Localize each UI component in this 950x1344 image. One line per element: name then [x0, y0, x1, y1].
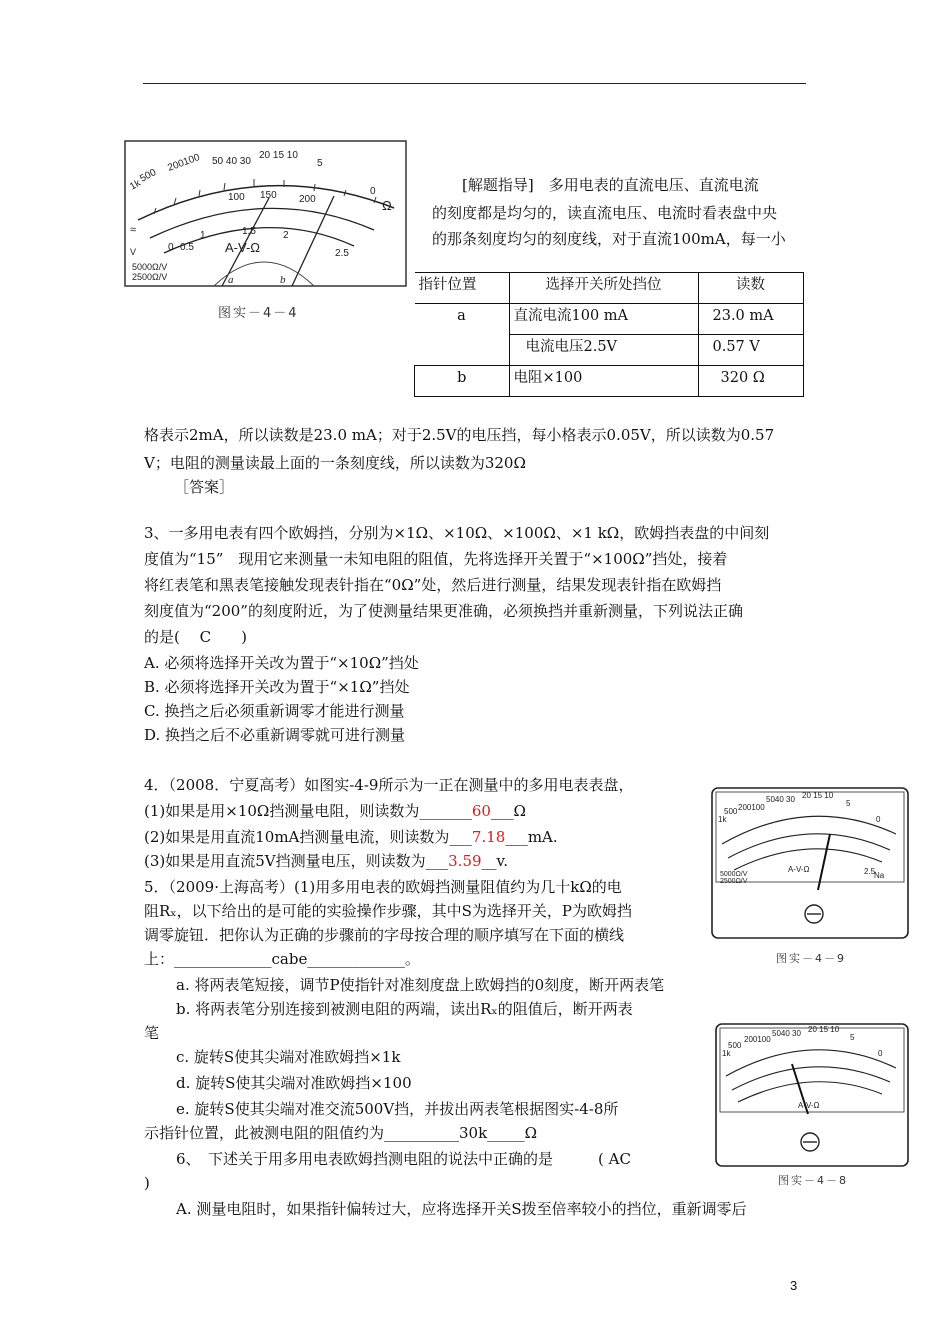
svg-text:5: 5 — [846, 799, 851, 808]
svg-text:5000Ω/V: 5000Ω/V — [720, 871, 748, 878]
q5-step-e: e. 旋转S使其尖端对准交流500V挡，并拔出两表笔根据图实-4-8所 — [176, 1100, 619, 1118]
svg-text:0.5: 0.5 — [180, 242, 194, 253]
q5-line-3: 调零旋钮．把你认为正确的步骤前的字母按合理的顺序填写在下面的横线 — [144, 926, 625, 944]
q5-line-4: 上：_____________cabe_____________。 — [144, 950, 420, 968]
table-row: a 直流电流100 mA 23.0 mA — [415, 304, 804, 335]
q3-option-d: D. 换挡之后不必重新调零就可进行测量 — [144, 726, 406, 744]
q5-line-1: 5．（2009·上海高考）(1)用多用电表的欧姆挡测量阻值约为几十kΩ的电 — [144, 878, 622, 896]
q4-answer-1: 60 — [471, 802, 491, 820]
svg-text:20 15 10: 20 15 10 — [259, 150, 298, 161]
svg-text:A-V-Ω: A-V-Ω — [798, 1101, 820, 1110]
para-line-2: V；电阻的测量读最上面的一条刻度线，所以读数为320Ω — [144, 454, 526, 472]
svg-text:0: 0 — [876, 815, 881, 824]
table-header-row: 指针位置 选择开关所处挡位 读数 — [415, 273, 804, 304]
q5-line-2: 阻Rₓ，以下给出的是可能的实验操作步骤，其中S为选择开关，P为欧姆挡 — [144, 902, 633, 920]
q6-line-1: 6、 下述关于用多用电表欧姆挡测电阻的说法中正确的是 ( AC — [176, 1150, 631, 1168]
svg-text:2.5: 2.5 — [335, 248, 349, 259]
q3-line-4: 刻度值为“200”的刻度附近，为了使测量结果更准确，必须换挡并重新测量，下列说法正确 — [144, 602, 743, 620]
svg-text:2500Ω/V: 2500Ω/V — [720, 878, 748, 885]
guide-line-2: 的刻度都是均匀的，读直流电压、电流时看表盘中央 — [432, 204, 778, 222]
meter-dial-figure-1 — [124, 138, 408, 290]
q4-answer-3: 3.59 — [448, 852, 482, 870]
svg-text:1k: 1k — [718, 815, 727, 824]
svg-text:0: 0 — [168, 242, 174, 253]
q5-step-c: c. 旋转S使其尖端对准欧姆挡×1k — [176, 1048, 401, 1066]
header-rule — [143, 83, 806, 84]
q5-step-b: b. 将两表笔分别连接到被测电阻的两端，读出Rₓ的阻值后，断开两表 — [176, 1000, 633, 1018]
q3-option-c: C. 换挡之后必须重新调零才能进行测量 — [144, 702, 405, 720]
q6-line-2: ) — [144, 1174, 150, 1192]
q3-line-2: 度值为“15” 现用它来测量一未知电阻的阻值，先将选择开关置于“×100Ω”挡处，接着 — [144, 550, 728, 568]
q4-sub-3: (3)如果是用直流5V挡测量电压，则读数为___3.59__v. — [144, 852, 509, 870]
svg-text:5: 5 — [850, 1033, 855, 1042]
svg-text:V: V — [130, 247, 137, 257]
meter-figure-4-8 — [710, 1018, 910, 1170]
figure-caption-4-8: 图实－4－8 — [778, 1174, 848, 1187]
figure-caption-4-9: 图实－4－9 — [776, 952, 846, 965]
svg-text:20 15 10: 20 15 10 — [808, 1025, 840, 1034]
svg-text:0: 0 — [878, 1049, 883, 1058]
dial-label-1k: 1k — [128, 177, 143, 193]
svg-text:2: 2 — [283, 230, 289, 241]
q3-option-b: B. 必须将选择开关改为置于“×1Ω”挡处 — [144, 678, 410, 696]
q5-step-d: d. 旋转S使其尖端对准欧姆挡×100 — [176, 1074, 412, 1092]
q3-line-5: 的是( C ) — [144, 628, 247, 646]
q4-line-1: 4．（2008．宁夏高考）如图实-4-9所示为一正在测量中的多用电表表盘， — [144, 776, 634, 794]
para-line-1: 格表示2mA，所以读数是23.0 mA；对于2.5V的电压挡，每小格表示0.05V，所以读数为0.57 — [144, 426, 775, 444]
q3-option-a: A. 必须将选择开关改为置于“×10Ω”挡处 — [144, 654, 419, 672]
svg-text:5040 30: 5040 30 — [766, 795, 795, 804]
svg-text:100: 100 — [228, 192, 245, 203]
guide-line-3: 的那条刻度均匀的刻度线，对于直流100mA，每一小 — [432, 230, 786, 248]
svg-text:A-V-Ω: A-V-Ω — [788, 865, 810, 874]
q4-sub-2: (2)如果是用直流10mA挡测量电流，则读数为___7.18___mA. — [144, 828, 558, 846]
svg-text:200100: 200100 — [744, 1035, 771, 1044]
svg-text:≈: ≈ — [130, 224, 137, 236]
svg-text:1.5: 1.5 — [242, 226, 256, 237]
dial-center-label: A-V-Ω — [225, 240, 261, 255]
table-row: b 电阻×100 320 Ω — [415, 366, 804, 397]
svg-text:a: a — [228, 274, 234, 286]
page-number: 3 — [790, 1278, 798, 1293]
q3-line-1: 3、一多用电表有四个欧姆挡，分别为×1Ω、×10Ω、×100Ω、×1 kΩ，欧姆挡表盘的中间刻 — [144, 524, 770, 542]
svg-text:5000Ω/V: 5000Ω/V — [132, 262, 168, 272]
svg-text:150: 150 — [260, 190, 277, 201]
table-row: 电流电压2.5V 0.57 V — [415, 335, 804, 366]
svg-text:b: b — [280, 274, 286, 286]
figure-caption-4-4: 图实－4－4 — [218, 306, 299, 321]
svg-text:1k: 1k — [722, 1049, 731, 1058]
q4-sub-1: (1)如果是用×10Ω挡测量电阻，则读数为_______60___Ω — [144, 802, 526, 820]
svg-text:200: 200 — [299, 194, 316, 205]
svg-text:5: 5 — [317, 158, 323, 169]
svg-text:Ω: Ω — [382, 198, 392, 213]
svg-text:2.5: 2.5 — [864, 867, 876, 876]
q4-answer-2: 7.18 — [471, 828, 506, 846]
svg-text:2500Ω/V: 2500Ω/V — [132, 272, 168, 282]
q5-step-e-cont: 示指针位置，此被测电阻的阻值约为__________30k_____Ω — [144, 1124, 538, 1142]
svg-text:500: 500 — [728, 1041, 742, 1050]
q5-step-b-cont: 笔 — [144, 1024, 160, 1042]
svg-text:50 40 30: 50 40 30 — [212, 156, 251, 167]
svg-text:500: 500 — [724, 807, 738, 816]
svg-text:5040 30: 5040 30 — [772, 1029, 801, 1038]
svg-text:200100: 200100 — [738, 803, 765, 812]
svg-text:0: 0 — [370, 186, 376, 197]
answer-label: ［答案］ — [174, 478, 235, 496]
guide-line-1: [解题指导] 多用电表的直流电压、直流电流 — [462, 176, 759, 194]
svg-text:20 15 10: 20 15 10 — [802, 791, 834, 800]
svg-text:1: 1 — [200, 230, 206, 241]
svg-text:200100: 200100 — [166, 152, 202, 174]
svg-text:Na: Na — [874, 871, 885, 880]
q6-option-a: A. 测量电阻时，如果指针偏转过大，应将选择开关S拨至倍率较小的挡位，重新调零后 — [176, 1200, 747, 1218]
svg-text:500: 500 — [138, 167, 159, 185]
q5-step-a: a. 将两表笔短接，调节P使指针对准刻度盘上欧姆挡的0刻度，断开两表笔 — [176, 976, 665, 994]
q3-line-3: 将红表笔和黑表笔接触发现表针指在“0Ω”处，然后进行测量，结果发现表针指在欧姆挡 — [144, 576, 722, 594]
meter-figure-4-9 — [706, 782, 910, 954]
reading-table — [414, 272, 804, 397]
